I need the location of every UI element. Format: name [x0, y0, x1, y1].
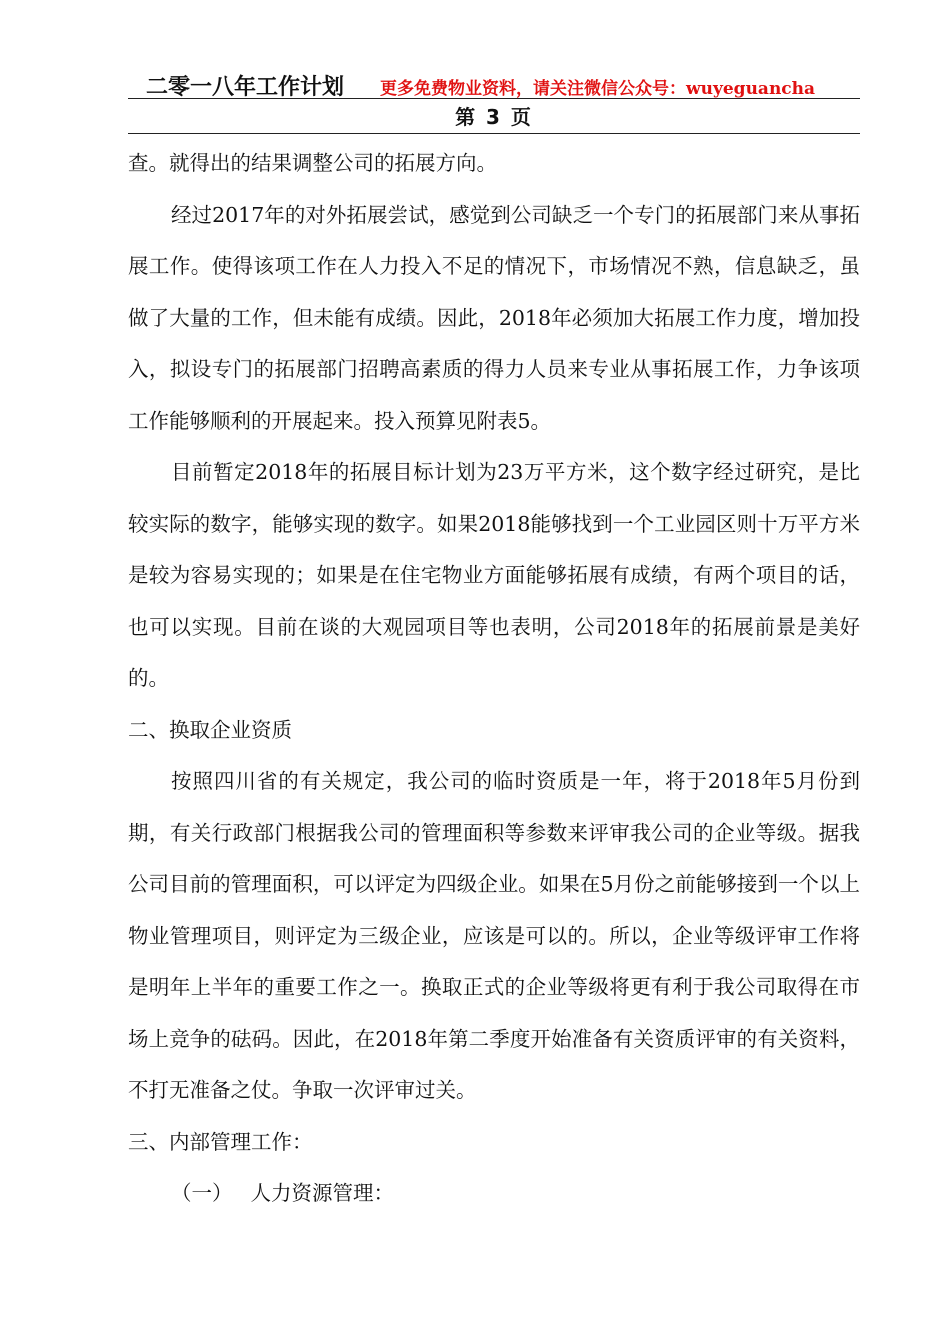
paragraph-qualification: 按照四川省的有关规定，我公司的临时资质是一年，将于2018年5月份到期，有关行政部门根据我公司的管理面积等参数来评审我公司的企业等级。据我公司目前的管理面积，可以评定为四级企业。如果在5月份之前能够接到一个以上物业管理项目，则评定为三级企业，应该是可以的。所以，企业等级评审工作将是明年上半年的重要工作之一。换取正式的企业等级将更有利于我公司取得在市场上竞争的砝码。因此，在2018年第二季度开始准备有关资质评审的有关资料，不打无准备之仗。争取一次评审过关。 — [128, 769, 860, 1102]
header-title: 二零一八年工作计划 — [146, 75, 345, 100]
section-heading-qualification: 二、换取企业资质 — [128, 717, 292, 742]
paragraph-expansion-attempt: 经过2017年的对外拓展尝试，感觉到公司缺乏一个专门的拓展部门来从事拓展工作。使得该项工作在人力投入不足的情况下，市场情况不熟，信息缺乏，虽做了大量的工作，但未能有成绩。因此，2018年必须加大拓展工作力度，增加投入，拟设专门的拓展部门招聘高素质的得力人员来专业从事拓展工作，力争该项工作能够顺利的开展起来。投入预算见附表5。 — [128, 202, 860, 433]
document-header — [128, 68, 860, 100]
header-rule-top — [128, 98, 860, 99]
subsection-heading-hr — [128, 1168, 860, 1220]
document-body — [128, 138, 860, 1220]
header-rule-bottom — [128, 133, 860, 134]
paragraph-expansion-target: 目前暂定2018年的拓展目标计划为23万平方米，这个数字经过研究，是比较实际的数字，能够实现的数字。如果2018能够找到一个工业园区则十万平方米是较为容易实现的；如果是在住宅物业方面能够拓展有成绩，有两个项目的话，也可以实现。目前在谈的大观园项目等也表明，公司2018年的拓展前景是美好的。 — [128, 460, 860, 690]
paragraph-continuation: 查。就得出的结果调整公司的拓展方向。 — [128, 151, 497, 175]
header-promo-text: 更多免费物业资料，请关注微信公众号：wuyeguancha — [380, 79, 816, 99]
section-heading-internal-management: 三、内部管理工作： — [128, 1129, 313, 1154]
page-number: 第 3 页 — [455, 105, 533, 129]
subsection-title: 人力资源管理： — [250, 1181, 394, 1205]
subsection-number: （一） — [171, 1181, 233, 1205]
